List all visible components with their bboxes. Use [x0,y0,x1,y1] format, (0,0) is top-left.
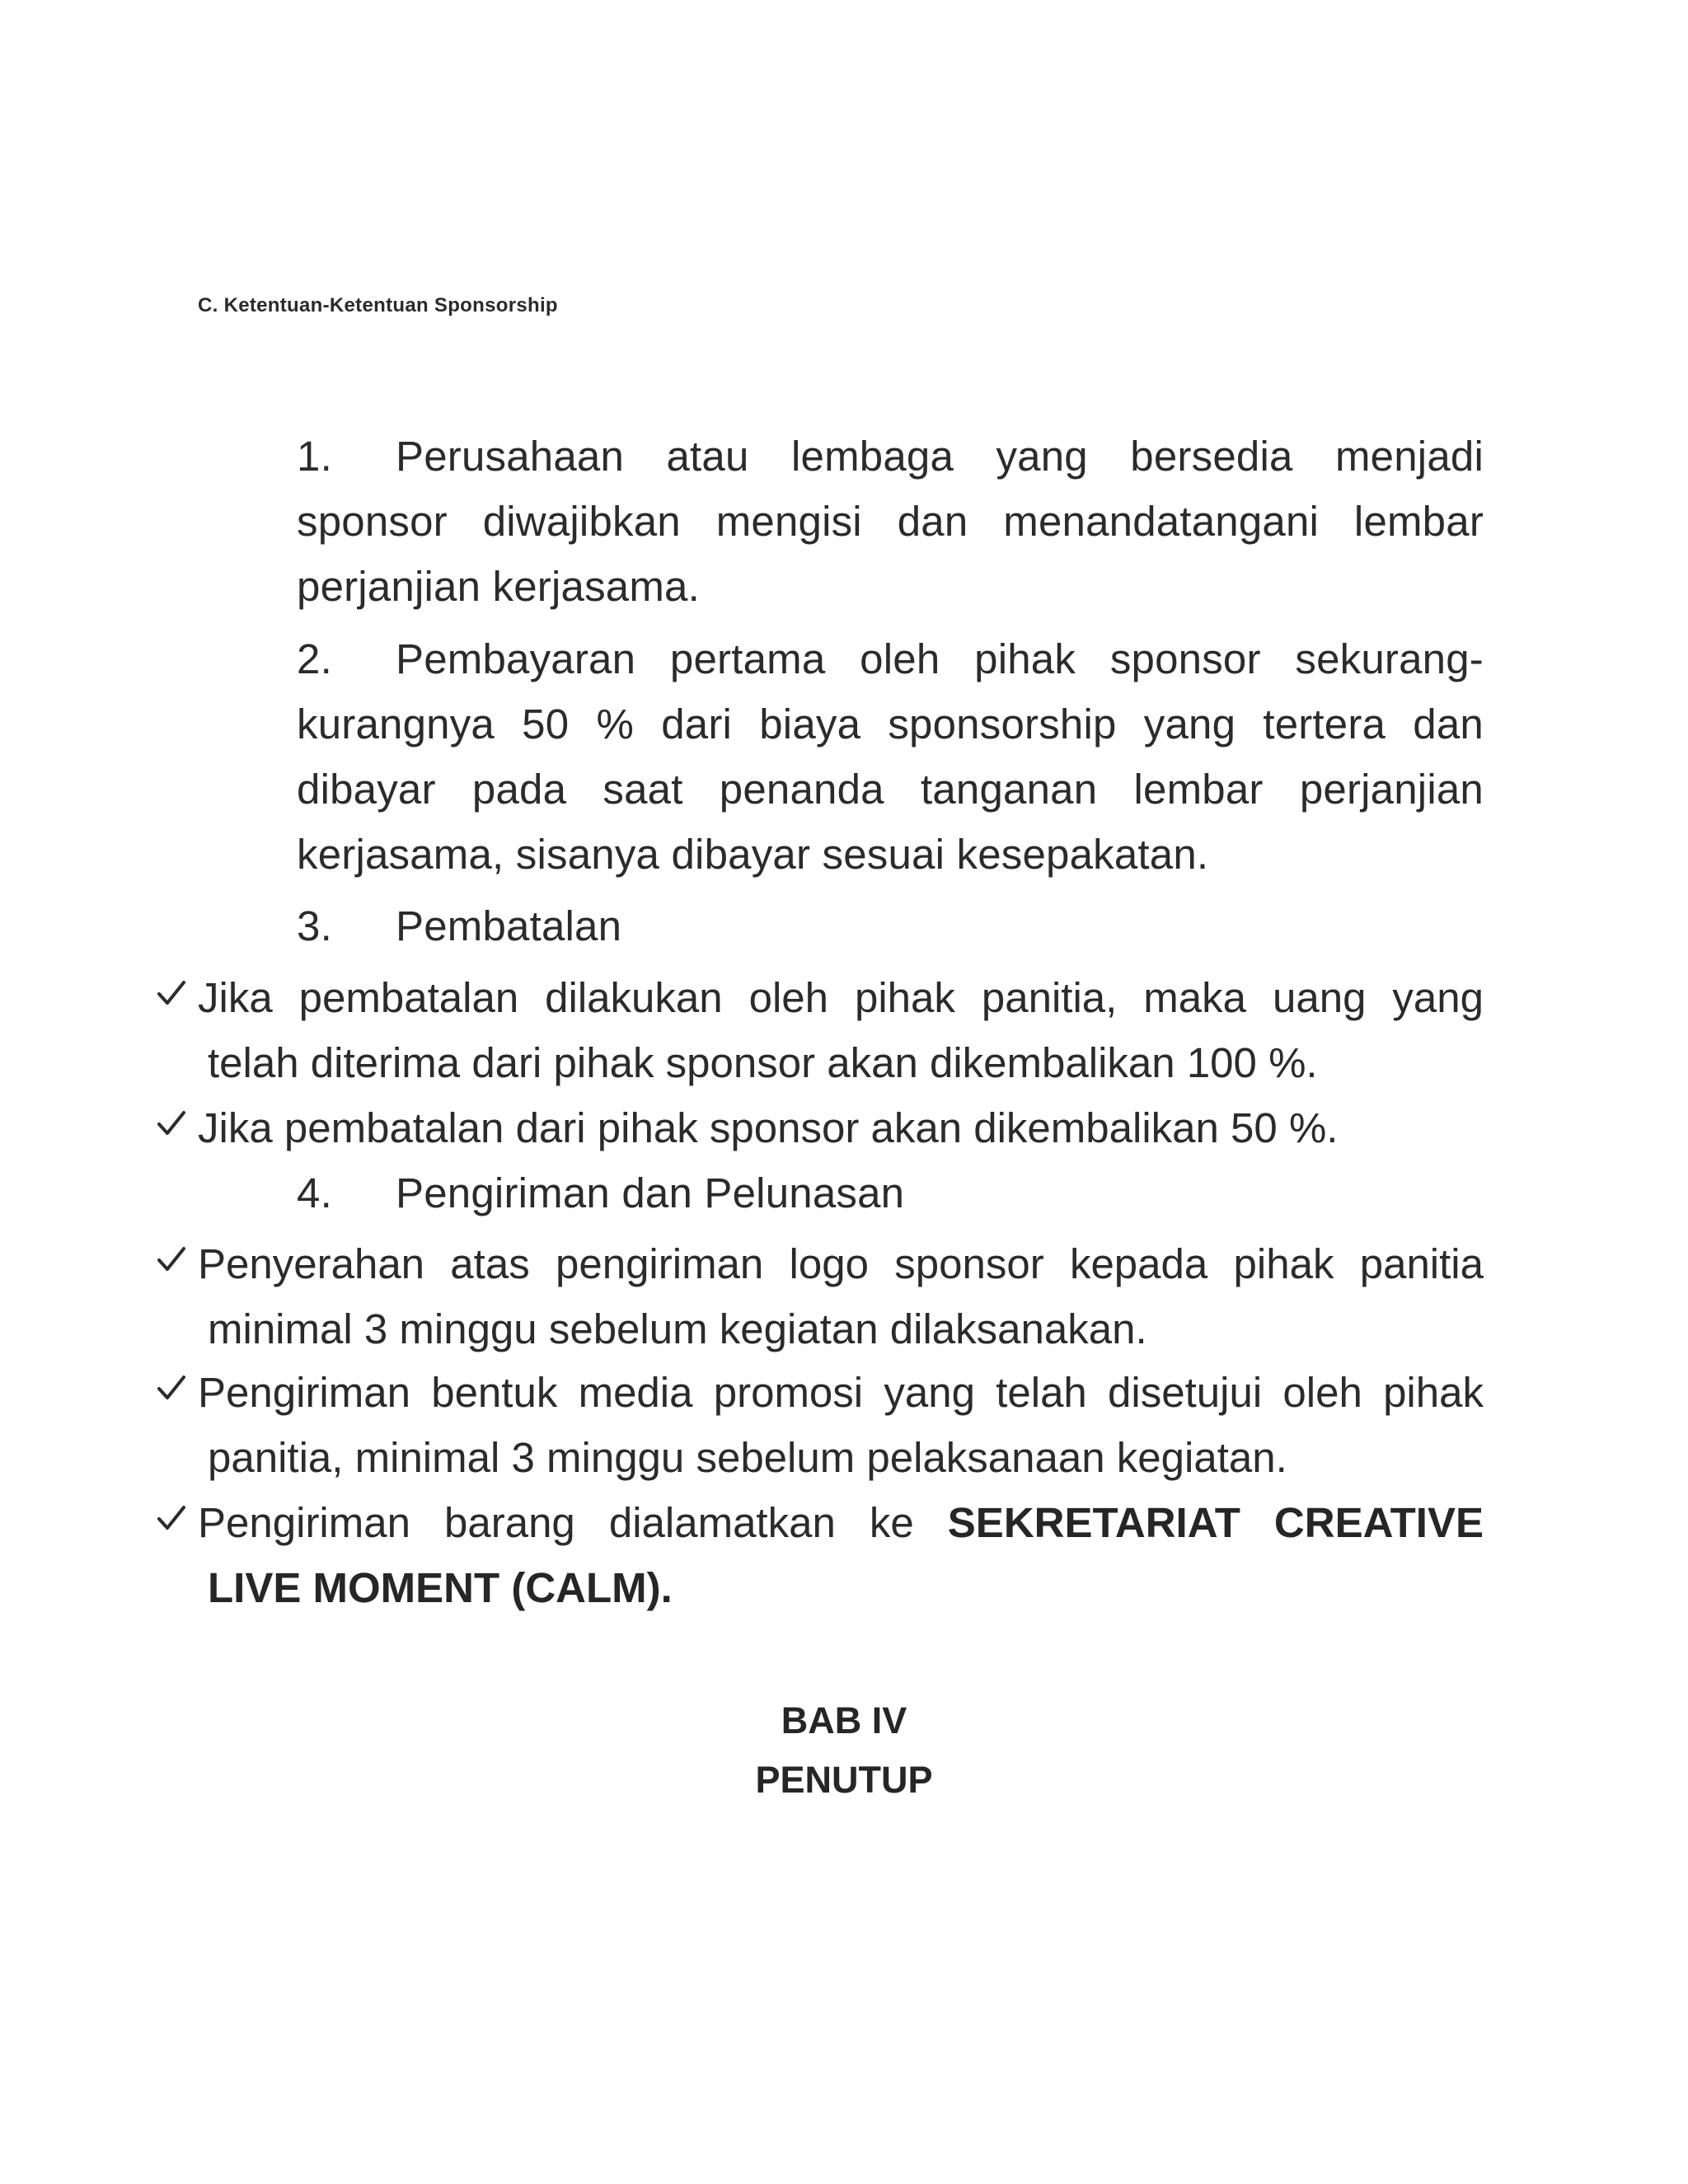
list-item-2-line-1: 2. Pembayaran pertama oleh pihak sponsor sekurang- [297,626,1484,691]
check-item-pembatalan-1-line-2: telah diterima dari pihak sponsor akan dikembalikan 100 %. [208,1039,1318,1086]
list-item-1-number: 1. [297,433,332,480]
chapter-label: BAB IV [781,1699,907,1741]
list-item-2 [297,626,1484,887]
list-item-2-line-4: kerjasama, sisanya dibayar sesuai kesepakatan. [297,831,1209,878]
check-item-pengiriman-1 [157,1231,1484,1361]
list-item-2-line-3: dibayar pada saat penanda tanganan lembar perjanjian [297,766,1484,813]
chapter-title: PENUTUP [755,1759,933,1801]
list-item-3-title: Pembatalan [396,902,622,949]
checkmark-icon [157,1490,190,1555]
address-prefix: Pengiriman barang dialamatkan ke [198,1499,914,1546]
list-item-3 [297,893,1484,958]
checkmark-icon [157,1360,190,1425]
list-item-1-line-3: perjanjian kerjasama. [297,563,700,610]
list-item-1 [297,424,1484,619]
address-name-part-1: SEKRETARIAT CREATIVE [947,1499,1484,1546]
check-item-pembatalan-1 [157,965,1484,1095]
check-item-pengiriman-1-line-1: Penyerahan atas pengiriman logo sponsor kepada pihak panitia [198,1240,1484,1287]
check-item-pengiriman-2-line-1: Pengiriman bentuk media promosi yang telah disetujui oleh pihak [198,1369,1484,1416]
checkmark-icon [157,965,190,1030]
check-item-pengiriman-3 [157,1490,1484,1620]
check-item-pembatalan-2 [157,1095,1484,1160]
section-heading: C. Ketentuan-Ketentuan Sponsorship [198,294,558,316]
checkmark-icon [157,1231,190,1296]
check-item-pembatalan-2-line-1: Jika pembatalan dari pihak sponsor akan dikembalikan 50 %. [198,1104,1339,1151]
list-item-1-line-2: sponsor diwajibkan mengisi dan menandatangani lembar [297,498,1484,545]
list-item-4-number: 4. [297,1169,332,1216]
check-item-pengiriman-1-line-2: minimal 3 minggu sebelum kegiatan dilaksanakan. [208,1305,1147,1352]
list-item-4-title-line [297,1160,1484,1226]
list-item-3-title-line [297,893,1484,958]
list-item-1-line-1: 1. Perusahaan atau lembaga yang bersedia menjadi [297,424,1484,489]
check-item-pengiriman-2-line-2: panitia, minimal 3 minggu sebelum pelaksanaan kegiatan. [208,1434,1287,1481]
check-item-pembatalan-1-line-1: Jika pembatalan dilakukan oleh pihak panitia, maka uang yang [198,974,1484,1021]
check-item-pengiriman-2 [157,1360,1484,1490]
list-item-4 [297,1160,1484,1226]
check-item-pengiriman-3-line-1 [198,1490,1484,1555]
list-item-2-number: 2. [297,635,332,682]
list-item-4-title: Pengiriman dan Pelunasan [396,1169,905,1216]
list-item-2-line-2: kurangnya 50 % dari biaya sponsorship yang tertera dan [297,701,1484,748]
address-name-part-2: LIVE MOMENT (CALM). [208,1564,673,1611]
list-item-3-number: 3. [297,902,332,949]
checkmark-icon [157,1095,190,1160]
